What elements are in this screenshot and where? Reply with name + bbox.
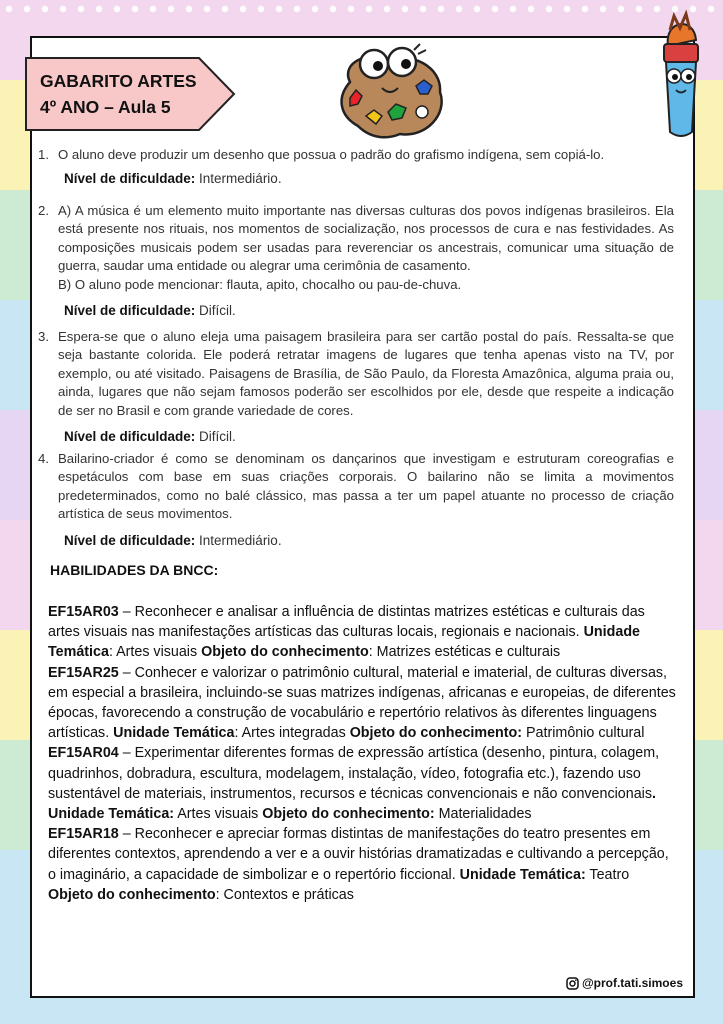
title-line-2: 4º ANO – Aula 5	[40, 97, 171, 117]
difficulty-label: Nível de dificuldade:	[64, 533, 196, 548]
skill-code: EF15AR25	[48, 664, 119, 681]
difficulty-level	[64, 170, 282, 188]
bncc-entry	[48, 602, 678, 663]
difficulty-value: Difícil.	[195, 303, 236, 318]
unit-value: : Artes visuais	[108, 644, 202, 661]
item-text-b: B) O aluno pode mencionar: flauta, apito, chocalho ou pau-de-chuva.	[58, 277, 462, 292]
author-credit	[566, 976, 683, 990]
difficulty-value: Difícil.	[195, 429, 236, 444]
difficulty-value: Intermediário.	[195, 171, 282, 186]
skill-code: EF15AR04	[48, 745, 119, 762]
title-banner	[24, 56, 239, 132]
answer-key-page	[30, 36, 695, 998]
object-label: Objeto do conhecimento	[201, 644, 369, 661]
difficulty-level	[64, 302, 236, 320]
item-number: 4.	[38, 451, 49, 466]
bncc-entry	[48, 743, 678, 824]
skill-description: – Reconhecer e analisar a influência de distintas matrizes estéticas e culturais das artes visuais nas manifestações artísticas das culturas locais, regionais e nacionais.	[48, 604, 645, 641]
item-text-a: A) A música é um elemento muito importante nas diversas culturas dos povos indígenas brasileiros. Ela está presente nos rituais, nos momentos de socialização, nos processos de cura e nas festividades. As composições musicais podem ser usadas para reverenciar os ancestrais, comunicar uma situação de guerra, saudar uma entidade ou alegrar uma cerimônia de casamento.	[58, 203, 674, 274]
item-text: O aluno deve produzir um desenho que possua o padrão do grafismo indígena, sem copiá-lo.	[58, 147, 605, 162]
object-value: : Contextos e práticas	[215, 886, 354, 903]
instagram-icon	[566, 977, 579, 990]
page-title	[40, 68, 197, 120]
item-text: Espera-se que o aluno eleja uma paisagem brasileira para ser cartão postal do país. Ressalta-se que seja bastante colorida. Ele poderá retratar imagens de lugares que tenha apenas visto na TV, por exemplo, ou até visitado. Paisagens de Brasília, de São Paulo, da Floresta Amazônica, alguma praia ou, ainda, lugares que não sejam famosos poderão ser escolhidos por ele, desde que respeite a indicação de ser no Brasil e com grande variedade de cores.	[58, 329, 674, 418]
item-number: 2.	[38, 203, 49, 218]
decor-dots	[0, 2, 723, 16]
unit-value: Teatro	[585, 866, 630, 883]
item-number: 1.	[38, 147, 49, 162]
skill-code: EF15AR18	[48, 826, 119, 843]
bncc-entry	[48, 663, 678, 744]
difficulty-level	[64, 532, 282, 550]
object-value: Patrimônio cultural	[522, 725, 645, 742]
object-label: Objeto do conhecimento:	[262, 806, 435, 823]
unit-label: Unidade Temática:	[459, 866, 586, 883]
object-value: : Matrizes estéticas e culturais	[368, 644, 561, 661]
difficulty-label: Nível de dificuldade:	[64, 303, 196, 318]
item-text: Bailarino-criador é como se denominam os dançarinos que investigam e estruturam coreografias e espetáculos com base em suas criações corporais. O bailarino não se limita a movimentos predeterminados, como no balé clássico, mas passa a ter um papel atuante no processo de criação artística de seus movimentos.	[58, 451, 674, 522]
object-label: Objeto do conhecimento:	[349, 725, 523, 742]
skill-description: – Conhecer e valorizar o patrimônio cultural, material e imaterial, de culturas diversas, em especial a brasileira, incluindo-se suas matrizes indígenas, africanas e europeias, de diferentes épocas, favorecendo a construção de vocabulário e repertório relativos às diferentes linguagens artísticas.	[48, 664, 676, 742]
unit-value: : Artes integradas	[234, 725, 350, 742]
author-handle: @prof.tati.simoes	[581, 976, 683, 990]
unit-label: Unidade Temática	[113, 725, 235, 742]
difficulty-label: Nível de dificuldade:	[64, 171, 196, 186]
bncc-section-title: HABILIDADES DA BNCC:	[50, 562, 219, 578]
difficulty-level	[64, 428, 236, 446]
difficulty-label: Nível de dificuldade:	[64, 429, 196, 444]
palette-mascot-icon	[330, 42, 452, 142]
unit-label: . Unidade Temática:	[48, 785, 656, 823]
skill-description: – Reconhecer e apreciar formas distintas de manifestações do teatro presentes em diferentes contextos, aprendendo a ver e a ouvir histórias dramatizadas e cultivando a percepção, o imaginário, a capacidade de simbolizar e o repertório ficcional.	[48, 826, 669, 883]
title-line-1: GABARITO ARTES	[40, 71, 197, 91]
skill-description: – Experimentar diferentes formas de expressão artística (desenho, pintura, colagem, quadrinhos, dobradura, escultura, modelagem, instalação, vídeo, fotografia etc.), fazendo uso sustentável de materiais, instrumentos, recursos e técnicas convencionais e não convencionais	[48, 745, 660, 802]
difficulty-value: Intermediário.	[195, 533, 282, 548]
skill-code: EF15AR03	[48, 604, 119, 620]
object-value: Materialidades	[434, 806, 532, 823]
bncc-entry	[48, 824, 678, 905]
object-label: Objeto do conhecimento	[48, 886, 216, 903]
unit-value: Artes visuais	[174, 806, 263, 823]
bncc-skills-list	[48, 602, 678, 905]
unit-label: Unidade Temática	[48, 624, 641, 661]
paintbrush-mascot-icon	[650, 10, 712, 140]
item-number: 3.	[38, 329, 49, 344]
